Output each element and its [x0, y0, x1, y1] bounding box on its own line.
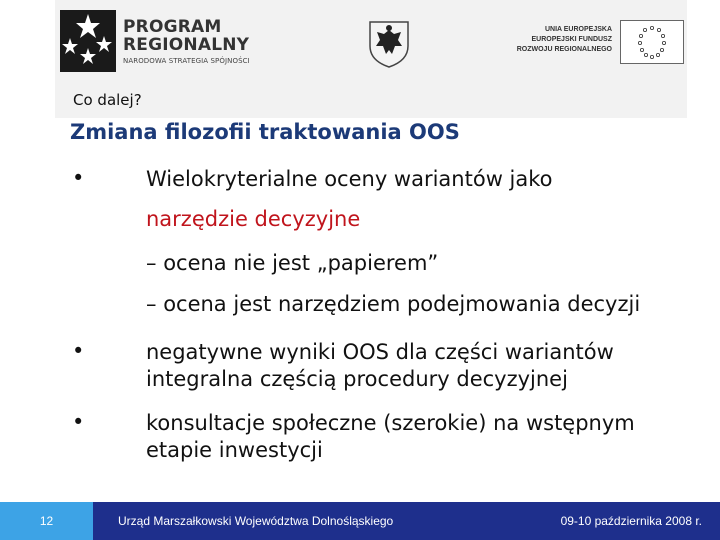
bullet-2-line-2: integralna częścią procedury decyzyjnej	[146, 367, 568, 391]
bullet-3-line-1: konsultacje społeczne (szerokie) na wstępnym	[146, 411, 635, 435]
sub-bullet-1	[146, 250, 438, 277]
logo-line-program: PROGRAM	[123, 17, 222, 37]
sub-bullet-2-text: ocena jest narzędziem podejmowania decyzji	[163, 292, 641, 316]
page-number: 12	[0, 502, 93, 540]
coat-of-arms-icon	[368, 20, 410, 68]
eu-line-3: ROZWOJU REGIONALNEGO	[516, 46, 612, 53]
section-label: Co dalej?	[73, 91, 142, 109]
sub-bullet-2-dash: –	[146, 292, 157, 316]
eu-flag-icon	[620, 20, 684, 64]
logo-text	[123, 18, 250, 65]
footer-organization: Urząd Marszałkowski Województwa Dolnośląskiego	[118, 514, 394, 528]
bullet-1-line-1: Wielokryterialne oceny wariantów jako	[146, 167, 553, 191]
bullet-1-marker: •	[72, 166, 85, 190]
eu-line-2: EUROPEJSKI FUNDUSZ	[531, 36, 612, 43]
footer-date: 09-10 października 2008 r.	[560, 514, 702, 528]
logo-subtitle: NARODOWA STRATEGIA SPÓJNOŚCI	[123, 57, 250, 65]
bullet-2-line-1: negatywne wyniki OOS dla części wariantów	[146, 340, 614, 364]
sub-bullet-1-text: ocena nie jest „papierem”	[163, 251, 439, 275]
eu-text	[512, 25, 612, 55]
eu-line-1: UNIA EUROPEJSKA	[544, 26, 612, 33]
bullet-2-marker: •	[72, 339, 85, 363]
sub-bullet-2	[146, 291, 640, 318]
sub-bullet-1-dash: –	[146, 251, 157, 275]
bullet-1-line-2: narzędzie decyzyjne	[146, 207, 361, 231]
bullet-3-marker: •	[72, 410, 85, 434]
logo-line-regionalny: REGIONALNY	[123, 35, 250, 55]
slide-title: Zmiana filozofii traktowania OOS	[70, 120, 460, 144]
bullet-3-line-2: etapie inwestycji	[146, 438, 323, 462]
